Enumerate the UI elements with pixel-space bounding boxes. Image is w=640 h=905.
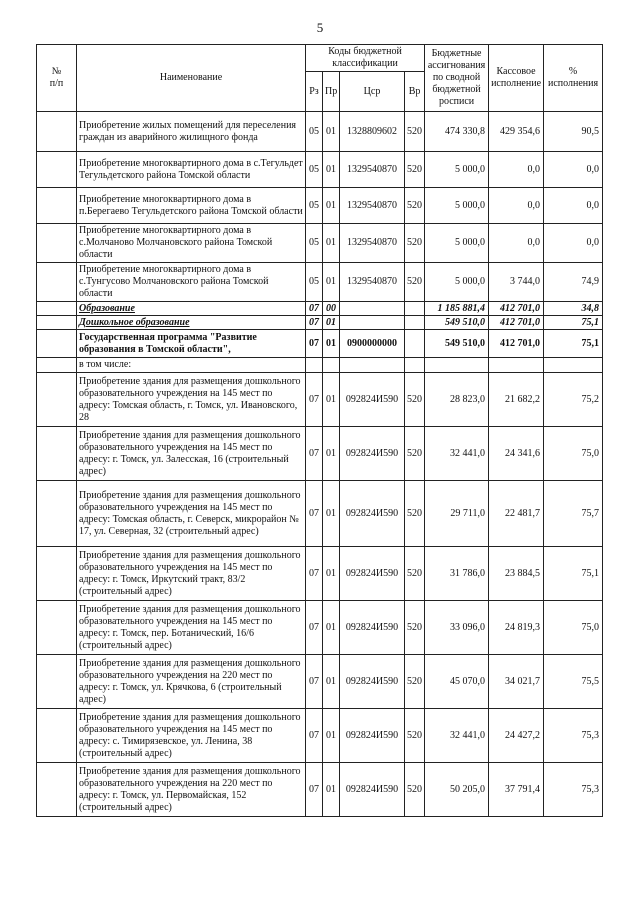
- cell-pr: 01: [323, 481, 340, 547]
- cell-num: [37, 547, 77, 601]
- cell-num: [37, 655, 77, 709]
- cell-pr: 01: [323, 188, 340, 224]
- cell-vr: [405, 316, 425, 330]
- cell-vr: 520: [405, 152, 425, 188]
- cell-vr: [405, 358, 425, 373]
- cell-vr: 520: [405, 112, 425, 152]
- cell-pct: 75,1: [544, 316, 603, 330]
- header-pct: % исполнения: [544, 45, 603, 112]
- cell-rz: 07: [306, 547, 323, 601]
- cell-budget: 5 000,0: [425, 188, 489, 224]
- cell-rz: 05: [306, 224, 323, 263]
- table-row: [37, 358, 603, 373]
- cell-pr: 01: [323, 601, 340, 655]
- cell-num: [37, 601, 77, 655]
- cell-pct: 74,9: [544, 263, 603, 302]
- cell-budget: [425, 358, 489, 373]
- header-pr: Пр: [323, 72, 340, 112]
- cell-num: [37, 188, 77, 224]
- cell-pct: 75,0: [544, 601, 603, 655]
- cell-pr: 01: [323, 263, 340, 302]
- cell-name: Приобретение здания для размещения дошкольного образовательного учреждения на 145 мест по адресу: г. Томск, Иркутский тракт, 83/2 (строительный адрес): [77, 547, 306, 601]
- cell-vr: [405, 302, 425, 316]
- cell-cash: 21 682,2: [489, 373, 544, 427]
- table-row: [37, 302, 603, 316]
- cell-cash: 37 791,4: [489, 763, 544, 817]
- cell-pct: 75,5: [544, 655, 603, 709]
- cell-num: [37, 763, 77, 817]
- cell-name: Приобретение здания для размещения дошкольного образовательного учреждения на 220 мест по адресу: г. Томск, ул. Первомайская, 152 (строительный адрес): [77, 763, 306, 817]
- cell-vr: 520: [405, 709, 425, 763]
- table-row: [37, 709, 603, 763]
- cell-cash: 24 341,6: [489, 427, 544, 481]
- cell-pct: 75,3: [544, 709, 603, 763]
- cell-pr: [323, 358, 340, 373]
- cell-pr: 01: [323, 655, 340, 709]
- cell-num: [37, 224, 77, 263]
- cell-name: Приобретение многоквартирного дома в с.Тегульдет Тегульдетского района Томской области: [77, 152, 306, 188]
- header-codes: Коды бюджетной классификации: [306, 45, 425, 72]
- cell-name: Приобретение многоквартирного дома в с.Тунгусово Молчановского района Томской области: [77, 263, 306, 302]
- cell-csr: 1329540870: [340, 152, 405, 188]
- cell-pct: 34,8: [544, 302, 603, 316]
- cell-pct: 0,0: [544, 188, 603, 224]
- cell-pct: 90,5: [544, 112, 603, 152]
- cell-num: [37, 373, 77, 427]
- cell-cash: 429 354,6: [489, 112, 544, 152]
- cell-pct: 75,0: [544, 427, 603, 481]
- cell-name: в том числе:: [77, 358, 306, 373]
- cell-pct: 75,2: [544, 373, 603, 427]
- cell-budget: 28 823,0: [425, 373, 489, 427]
- cell-csr: 092824И590: [340, 763, 405, 817]
- cell-vr: [405, 330, 425, 358]
- cell-num: [37, 263, 77, 302]
- cell-num: [37, 316, 77, 330]
- table-row: [37, 655, 603, 709]
- cell-budget: 1 185 881,4: [425, 302, 489, 316]
- cell-vr: 520: [405, 263, 425, 302]
- cell-budget: 32 441,0: [425, 709, 489, 763]
- cell-num: [37, 427, 77, 481]
- cell-pr: 01: [323, 330, 340, 358]
- cell-pr: 01: [323, 224, 340, 263]
- cell-rz: 07: [306, 709, 323, 763]
- cell-rz: 07: [306, 316, 323, 330]
- table-row: [37, 152, 603, 188]
- header-num: № п/п: [37, 45, 77, 112]
- cell-rz: 05: [306, 152, 323, 188]
- cell-csr: 1329540870: [340, 263, 405, 302]
- cell-pr: 01: [323, 316, 340, 330]
- cell-pct: 75,1: [544, 330, 603, 358]
- cell-num: [37, 152, 77, 188]
- cell-name: Приобретение здания для размещения дошкольного образовательного учреждения на 145 мест по адресу: Томская область, г. Томск, ул. Ивановского, 28: [77, 373, 306, 427]
- cell-csr: 1328809602: [340, 112, 405, 152]
- cell-pr: 00: [323, 302, 340, 316]
- cell-num: [37, 481, 77, 547]
- cell-rz: 05: [306, 188, 323, 224]
- cell-csr: [340, 316, 405, 330]
- table-row: [37, 427, 603, 481]
- cell-vr: 520: [405, 655, 425, 709]
- table-row: [37, 330, 603, 358]
- cell-pct: 0,0: [544, 152, 603, 188]
- cell-cash: 24 819,3: [489, 601, 544, 655]
- cell-cash: 22 481,7: [489, 481, 544, 547]
- cell-pr: 01: [323, 112, 340, 152]
- cell-csr: [340, 302, 405, 316]
- cell-csr: 092824И590: [340, 655, 405, 709]
- cell-csr: 1329540870: [340, 188, 405, 224]
- cell-cash: 34 021,7: [489, 655, 544, 709]
- cell-rz: 05: [306, 263, 323, 302]
- cell-name: Приобретение многоквартирного дома в с.Молчаново Молчановского района Томской области: [77, 224, 306, 263]
- cell-num: [37, 302, 77, 316]
- cell-pr: 01: [323, 709, 340, 763]
- cell-rz: 07: [306, 655, 323, 709]
- cell-csr: 092824И590: [340, 709, 405, 763]
- cell-vr: 520: [405, 224, 425, 263]
- cell-budget: 29 711,0: [425, 481, 489, 547]
- cell-pct: 75,3: [544, 763, 603, 817]
- cell-cash: 412 701,0: [489, 330, 544, 358]
- budget-table: [36, 44, 603, 817]
- cell-rz: 07: [306, 302, 323, 316]
- cell-rz: 07: [306, 763, 323, 817]
- cell-budget: 33 096,0: [425, 601, 489, 655]
- cell-budget: 45 070,0: [425, 655, 489, 709]
- cell-name: Приобретение здания для размещения дошкольного образовательного учреждения на 145 мест по адресу: г. Томск, ул. Залесская, 16 (строительный адрес): [77, 427, 306, 481]
- cell-budget: 50 205,0: [425, 763, 489, 817]
- cell-cash: 0,0: [489, 188, 544, 224]
- cell-rz: 05: [306, 112, 323, 152]
- table-row: [37, 263, 603, 302]
- cell-num: [37, 330, 77, 358]
- table-row: [37, 601, 603, 655]
- cell-pr: 01: [323, 547, 340, 601]
- cell-vr: 520: [405, 427, 425, 481]
- cell-vr: 520: [405, 188, 425, 224]
- cell-pct: 75,1: [544, 547, 603, 601]
- cell-csr: 092824И590: [340, 373, 405, 427]
- cell-rz: 07: [306, 427, 323, 481]
- header-name: Наименование: [77, 45, 306, 112]
- cell-pct: 0,0: [544, 224, 603, 263]
- cell-budget: 474 330,8: [425, 112, 489, 152]
- cell-pr: 01: [323, 373, 340, 427]
- cell-cash: 0,0: [489, 224, 544, 263]
- cell-pr: 01: [323, 763, 340, 817]
- cell-budget: 32 441,0: [425, 427, 489, 481]
- cell-vr: 520: [405, 481, 425, 547]
- table-row: [37, 224, 603, 263]
- cell-pr: 01: [323, 427, 340, 481]
- cell-rz: 07: [306, 373, 323, 427]
- cell-name: Государственная программа "Развитие образования в Томской области",: [77, 330, 306, 358]
- cell-name: Приобретение здания для размещения дошкольного образовательного учреждения на 220 мест по адресу: г. Томск, ул. Крячкова, 6 (строительный адрес): [77, 655, 306, 709]
- cell-csr: 0900000000: [340, 330, 405, 358]
- table-row: [37, 373, 603, 427]
- cell-name: Приобретение здания для размещения дошкольного образовательного учреждения на 145 мест по адресу: г. Томск, пер. Ботанический, 16/6 (строительный адрес): [77, 601, 306, 655]
- cell-name: Приобретение многоквартирного дома в п.Берегаево Тегульдетского района Томской области: [77, 188, 306, 224]
- table-row: [37, 316, 603, 330]
- cell-csr: 092824И590: [340, 601, 405, 655]
- cell-cash: 412 701,0: [489, 316, 544, 330]
- table-row: [37, 112, 603, 152]
- cell-vr: 520: [405, 373, 425, 427]
- cell-rz: 07: [306, 601, 323, 655]
- cell-rz: 07: [306, 481, 323, 547]
- cell-cash: 412 701,0: [489, 302, 544, 316]
- header-csr: Цср: [340, 72, 405, 112]
- page-number: 5: [316, 20, 324, 35]
- cell-num: [37, 112, 77, 152]
- cell-budget: 549 510,0: [425, 316, 489, 330]
- cell-budget: 5 000,0: [425, 224, 489, 263]
- cell-cash: 0,0: [489, 152, 544, 188]
- cell-budget: 5 000,0: [425, 263, 489, 302]
- cell-pr: 01: [323, 152, 340, 188]
- cell-vr: 520: [405, 763, 425, 817]
- cell-vr: 520: [405, 601, 425, 655]
- header-rz: Рз: [306, 72, 323, 112]
- cell-budget: 5 000,0: [425, 152, 489, 188]
- cell-num: [37, 358, 77, 373]
- cell-csr: 092824И590: [340, 481, 405, 547]
- table-row: [37, 481, 603, 547]
- cell-vr: 520: [405, 547, 425, 601]
- cell-cash: 3 744,0: [489, 263, 544, 302]
- cell-name: Образование: [77, 302, 306, 316]
- cell-pct: [544, 358, 603, 373]
- header-vr: Вр: [405, 72, 425, 112]
- cell-cash: 23 884,5: [489, 547, 544, 601]
- cell-csr: 092824И590: [340, 547, 405, 601]
- header-cash: Кассовое исполнение: [489, 45, 544, 112]
- cell-rz: 07: [306, 330, 323, 358]
- cell-name: Дошкольное образование: [77, 316, 306, 330]
- table-row: [37, 547, 603, 601]
- cell-csr: 092824И590: [340, 427, 405, 481]
- cell-num: [37, 709, 77, 763]
- cell-csr: [340, 358, 405, 373]
- cell-budget: 549 510,0: [425, 330, 489, 358]
- cell-name: Приобретение здания для размещения дошкольного образовательного учреждения на 145 мест по адресу: с. Тимирязевское, ул. Ленина, 38 (строительный адрес): [77, 709, 306, 763]
- cell-cash: [489, 358, 544, 373]
- cell-pct: 75,7: [544, 481, 603, 547]
- header-budget: Бюджетные ассигнования по сводной бюджетной росписи: [425, 45, 489, 112]
- cell-budget: 31 786,0: [425, 547, 489, 601]
- cell-name: Приобретение жилых помещений для переселения граждан из аварийного жилищного фонда: [77, 112, 306, 152]
- cell-name: Приобретение здания для размещения дошкольного образовательного учреждения на 145 мест по адресу: Томская область, г. Северск, микрорайон № 17, ул. Северная, 32 (строительный адрес): [77, 481, 306, 547]
- table-row: [37, 188, 603, 224]
- table-row: [37, 763, 603, 817]
- cell-cash: 24 427,2: [489, 709, 544, 763]
- cell-rz: [306, 358, 323, 373]
- cell-csr: 1329540870: [340, 224, 405, 263]
